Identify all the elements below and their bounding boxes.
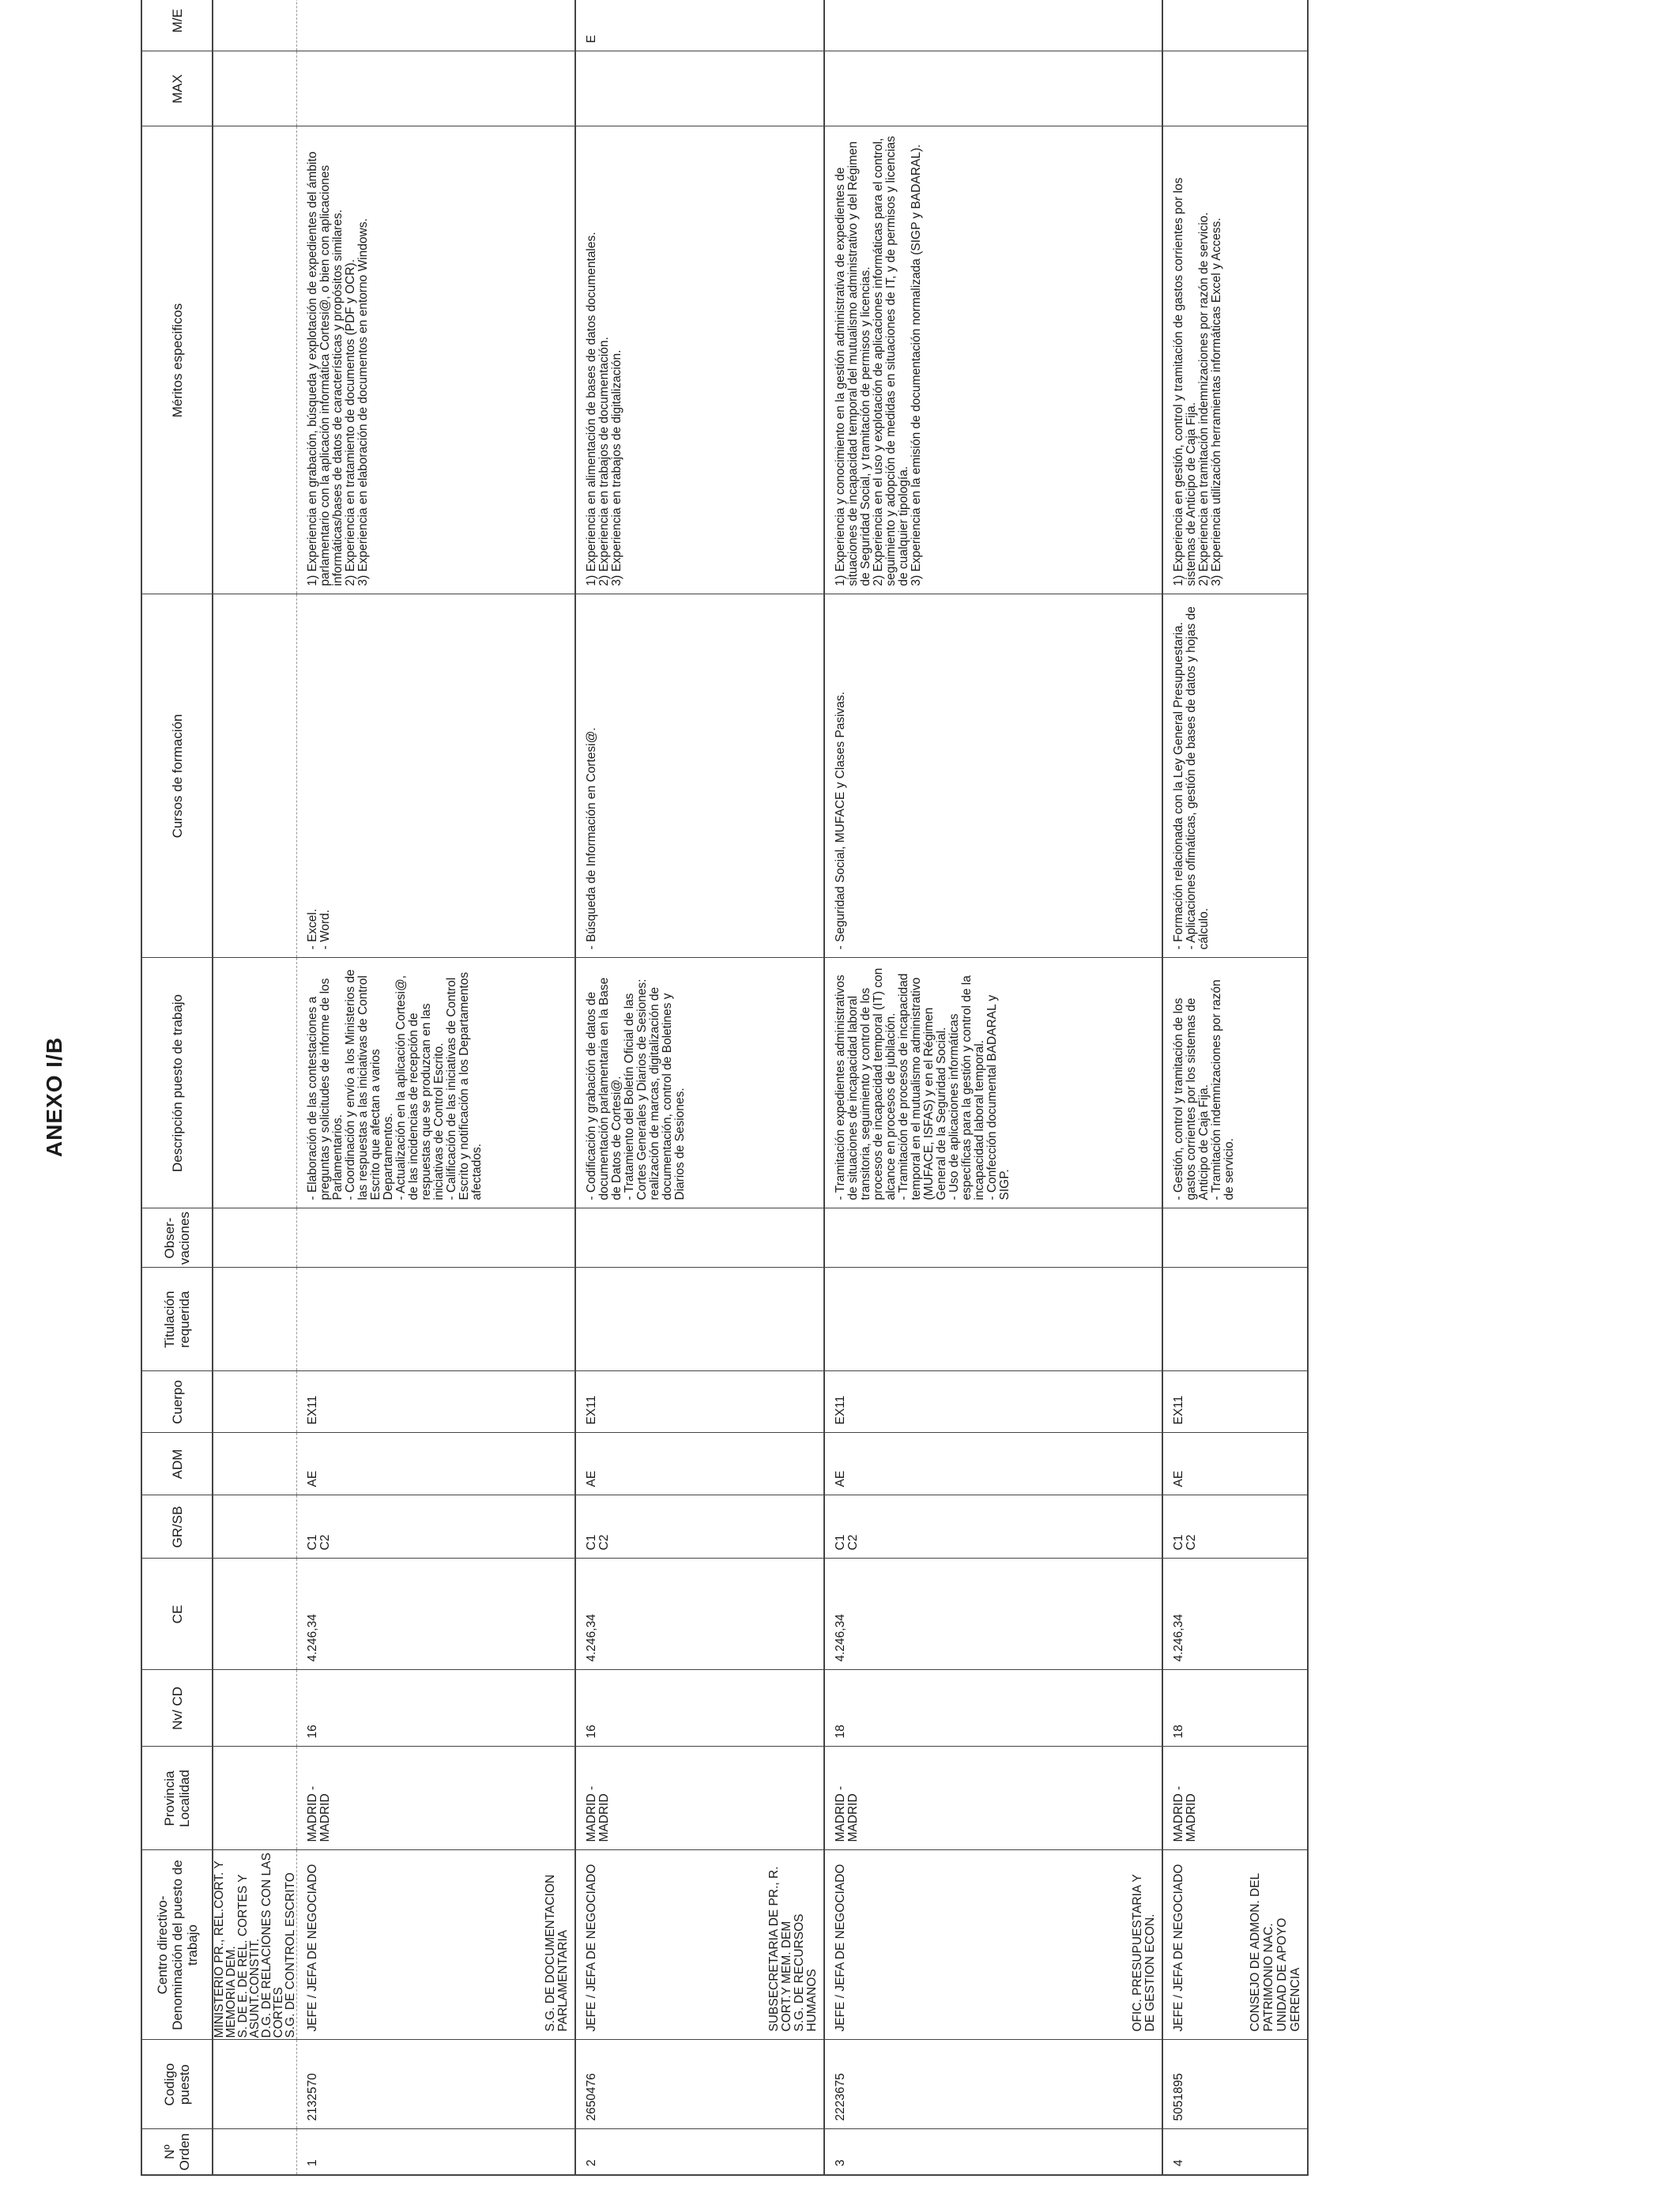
cell-cursos: - Excel. - Word. [297,594,576,958]
cell-nivel: 16 [575,1670,824,1747]
table-row [575,0,824,2175]
cell-puesto: JEFE / JEFA DE NEGOCIADO [1172,1864,1185,2032]
cell-max [297,51,576,126]
cell-cuerpo: EX11 [575,1371,824,1433]
cell-centro [1162,1850,1308,2040]
cell-obs [297,1208,576,1268]
cell-codigo: 2132570 [297,2040,576,2129]
cell-meritos: 1) Experiencia en gestión, control y tramitación de gastos corrientes por los sistemas de Anticipo de Caja Fija. 2) Experiencia en tramitación indemnizaciones por razón de servicio. 3) Experiencia utilización herramientas informáticas Excel y Access. [1162,126,1308,594]
cell-unit: SUBSECRETARIA DE PR., R. CORT.Y MEM. DEM S.G. DE RECURSOS HUMANOS [767,1866,819,2032]
cell-cuerpo: EX11 [824,1371,1162,1433]
positions-table [141,0,1309,2176]
cell-provincia: MADRID - MADRID [1162,1747,1308,1850]
cell-nivel: 18 [1162,1670,1308,1747]
table-row [297,0,576,2175]
header-max: MAX [141,51,213,126]
cell-meritos: 1) Experiencia en grabación, búsqueda y explotación de expedientes del ámbito parlamentario con la aplicación informática Cortesi@, o bien con aplicaciones informáticas/bases de datos de características y propósitos similares. 2) Experiencia en tratamiento de documentos (PDF y OCR). 3) Experiencia en elaboración de documentos en entorno Windows. [297,126,576,594]
header-codigo: Codigo puesto [141,2040,213,2129]
cell-descripcion: - Elaboración de las contestaciones a preguntas y solicitudes de informe de los Parlamentarios. - Coordinación y envío a los Ministerios de las respuestas a las iniciativas de Control Escrito que afectan a varios Departamentos. - Actualización en la aplicación Cortesi@, de las incidencias de recepción de respuestas que se produzcan en las iniciativas de Control Escrito. - Calificación de las iniciativas de Control Escrito y notificación a los Departamentos afectados. [297,958,576,1208]
header-ce: CE [141,1559,213,1670]
cell-puesto: JEFE / JEFA DE NEGOCIADO [306,1864,319,2032]
cell-cursos: - Formación relacionada con la Ley General Presupuestaria. - Aplicaciones ofimáticas, gestión de bases de datos y hojas de cálculo. [1162,594,1308,958]
cell-grsb: C1 C2 [575,1495,824,1559]
header-row [141,0,213,2175]
cell-orden: 2 [575,2129,824,2175]
cell-max [824,51,1162,126]
header-obs: Obser- vaciones [141,1208,213,1268]
cell-provincia: MADRID - MADRID [575,1747,824,1850]
table-row [1162,0,1308,2175]
header-me: M/E [141,0,213,51]
cell-nivel: 16 [297,1670,576,1747]
cell-adm: AE [575,1433,824,1495]
cell-ce: 4.246,34 [297,1559,576,1670]
cell-codigo: 2223675 [824,2040,1162,2129]
cell-unit: S.G. DE DOCUMENTACION PARLAMENTARIA [544,1874,570,2032]
header-cursos: Cursos de formación [141,594,213,958]
header-meritos: Méritos especificos [141,126,213,594]
cell-adm: AE [824,1433,1162,1495]
preamble-units: MINISTERIO PR., REL.CORT. Y MEMORIA DEM. S. DE E. DE REL. CORTES Y ASUNT.CONSTIT. D.G. DE RELACIONES CON LAS CORTES S.G. DE CONTROL ESCRITO [213,1853,297,2038]
cell-titulacion [297,1268,576,1371]
header-nivel: Nv/ CD [141,1670,213,1747]
header-orden: Nº Orden [141,2129,213,2175]
cell-meritos: 1) Experiencia y conocimiento en la gestión administrativa de expedientes de situaciones de incapacidad temporal del mutualismo administrativo y del Régimen de Seguridad Social, y tramitación de permisos y licencias. 2) Experiencia en el uso y explotación de aplicaciones informáticas para el control, seguimiento y adopción de medidas en situaciones de IT, y de permisos y licencias de cualquier tipología. 3) Experiencia en la emisión de documentación normalizada (SIGP y BADARAL). [824,126,1162,594]
page-title: ANEXO I/B [42,1036,66,1158]
header-cuerpo: Cuerpo [141,1371,213,1433]
cell-cuerpo: EX11 [297,1371,576,1433]
cell-me [824,0,1162,51]
cell-centro [297,1850,576,2040]
cell-orden: 1 [297,2129,576,2175]
cell-orden: 3 [824,2129,1162,2175]
cell-codigo: 5051895 [1162,2040,1308,2129]
preamble-row [213,0,297,2175]
cell-obs [575,1208,824,1268]
cell-puesto: JEFE / JEFA DE NEGOCIADO [585,1864,598,2032]
cell-titulacion [824,1268,1162,1371]
cell-cuerpo: EX11 [1162,1371,1308,1433]
header-grsb: GR/SB [141,1495,213,1559]
header-adm: ADM [141,1433,213,1495]
cell-me [297,0,576,51]
cell-me [1162,0,1308,51]
table-row [824,0,1162,2175]
cell-cursos: - Búsqueda de Información en Cortesi@. [575,594,824,958]
cell-meritos: 1) Experiencia en alimentación de bases de datos documentales. 2) Experiencia en trabajos de documentación. 3) Experiencia en trabajos de digitalización. [575,126,824,594]
cell-puesto: JEFE / JEFA DE NEGOCIADO [834,1864,847,2032]
cell-ce: 4.246,34 [575,1559,824,1670]
cell-descripcion: - Tramitación expedientes administrativos de situaciones de incapacidad laboral transitoria, seguimiento y control de los procesos de incapacidad temporal (IT) con alcance en procesos de jubilación. - Tramitación de procesos de incapacidad temporal en el mutualismo administrativo (MUFACE, ISFAS) y en el Régimen General de la Seguridad Social. - Uso de aplicaciones informáticas específicas para la gestión y control de la incapacidad laboral temporal. - Confección documental BADARAL y SIGP. [824,958,1162,1208]
cell-adm: AE [297,1433,576,1495]
header-titulacion: Titulación requerida [141,1268,213,1371]
cell-max [1162,51,1308,126]
cell-unit: OFIC. PRESUPUESTARIA Y DE GESTION ECON. [1131,1874,1157,2032]
cell-max [575,51,824,126]
cell-descripcion: - Codificación y grabación de datos de documentación parlamentaria en la Base de Datos de Cortesi@. - Tratamiento del Boletín Oficial de las Cortes Generales y Diarios de Sesiones: realización de marcas, digitalización de documentación, control de Boletines y Diarios de Sesiones. [575,958,824,1208]
cell-orden: 4 [1162,2129,1308,2175]
cell-obs [1162,1208,1308,1268]
cell-grsb: C1 C2 [1162,1495,1308,1559]
cell-centro [575,1850,824,2040]
cell-grsb: C1 C2 [297,1495,576,1559]
cell-grsb: C1 C2 [824,1495,1162,1559]
cell-centro [824,1850,1162,2040]
header-descripcion: Descripción puesto de trabajo [141,958,213,1208]
cell-provincia: MADRID - MADRID [297,1747,576,1850]
cell-unit: CONSEJO DE ADMON. DEL PATRIMONIO NAC. UNIDAD DE APOYO GERENCIA [1249,1873,1302,2032]
cell-me: E [575,0,824,51]
cell-titulacion [575,1268,824,1371]
cell-nivel: 18 [824,1670,1162,1747]
cell-ce: 4.246,34 [1162,1559,1308,1670]
cell-cursos: - Seguridad Social, MUFACE y Clases Pasivas. [824,594,1162,958]
cell-titulacion [1162,1268,1308,1371]
header-centro: Centro directivo- Denominación del puesto de trabajo [141,1850,213,2040]
cell-codigo: 2650476 [575,2040,824,2129]
header-provincia: Provincia Localidad [141,1747,213,1850]
cell-descripcion: - Gestión, control y tramitación de los gastos corrientes por los sistemas de Anticipo de Caja Fija. - Tramitación indemnizaciones por razón de servicio. [1162,958,1308,1208]
cell-obs [824,1208,1162,1268]
cell-adm: AE [1162,1433,1308,1495]
cell-provincia: MADRID - MADRID [824,1747,1162,1850]
cell-ce: 4.246,34 [824,1559,1162,1670]
